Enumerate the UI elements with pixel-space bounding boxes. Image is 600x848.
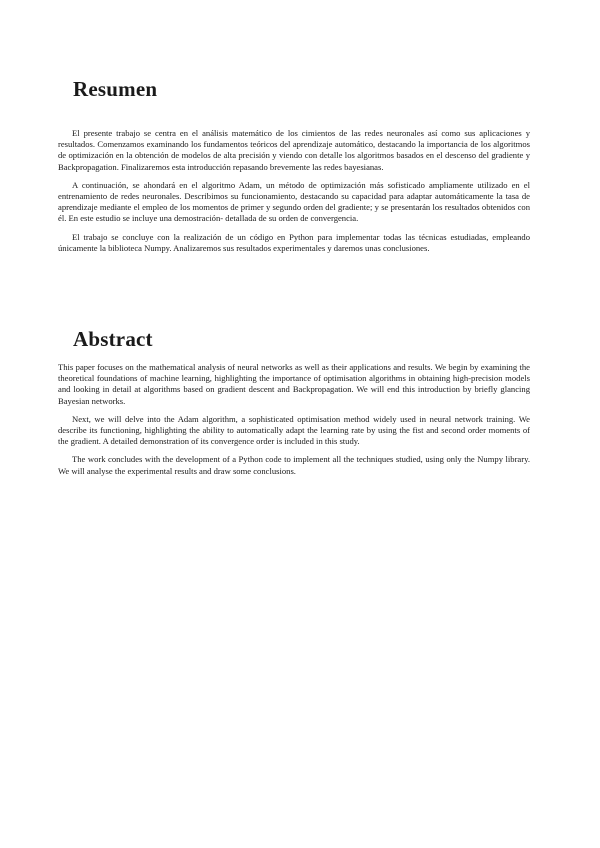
resumen-paragraph: El presente trabajo se centra en el análisis matemático de los cimientos de las redes neuronales así como sus aplicaciones y resultados. Comenzamos examinando los fundamentos teóricos del aprendizaje automático, destacando la importancia de los algoritmos de optimización en la obtención de modelos de alta precisión y viendo con detalle los algoritmos basados en el descenso del gradiente y Backpropagation. Finalizaremos esta introducción repasando brevemente las redes bayesianas. <box>58 128 530 172</box>
resumen-body <box>58 128 530 254</box>
resumen-section <box>58 76 530 261</box>
resumen-paragraph: El trabajo se concluye con la realización de un código en Python para implementar todas las técnicas estudiadas, empleando únicamente la biblioteca Numpy. Analizaremos sus resultados experimentales y daremos unas conclusiones. <box>58 231 530 253</box>
abstract-body <box>58 362 530 477</box>
abstract-paragraph: This paper focuses on the mathematical analysis of neural networks as well as their applications and results. We begin by examining the theoretical foundations of machine learning, highlighting the importance of optimisation algorithms in obtaining high-precision models and looking in detail at algorithms based on gradient descent and Backpropagation. We will end this introduction by briefly glancing Bayesian networks. <box>58 362 530 406</box>
abstract-section <box>58 326 530 484</box>
resumen-heading: Resumen <box>73 77 158 101</box>
abstract-paragraph: The work concludes with the development of a Python code to implement all the techniques studied, using only the Numpy library. We will analyse the experimental results and draw some conclusions. <box>58 454 530 476</box>
abstract-paragraph: Next, we will delve into the Adam algorithm, a sophisticated optimisation method widely used in neural network training. We describe its functioning, highlighting the ability to automatically adapt the learning rate by using the fist and second order moments of the gradient. A detailed demonstration of its convergence order is included in this study. <box>58 413 530 447</box>
resumen-paragraph: A continuación, se ahondará en el algoritmo Adam, un método de optimización más sofisticado ampliamente utilizado en el entrenamiento de redes neuronales. Describimos su funcionamiento, destacando su capacidad para adaptar automáticamente la tasa de aprendizaje mediante el empleo de los momentos de primer y segundo orden del gradiente; y se presentarán los resultados obtenidos con él. En este estudio se incluye una demostración- detallada de su orden de convergencia. <box>58 179 530 224</box>
abstract-heading: Abstract <box>73 327 153 351</box>
